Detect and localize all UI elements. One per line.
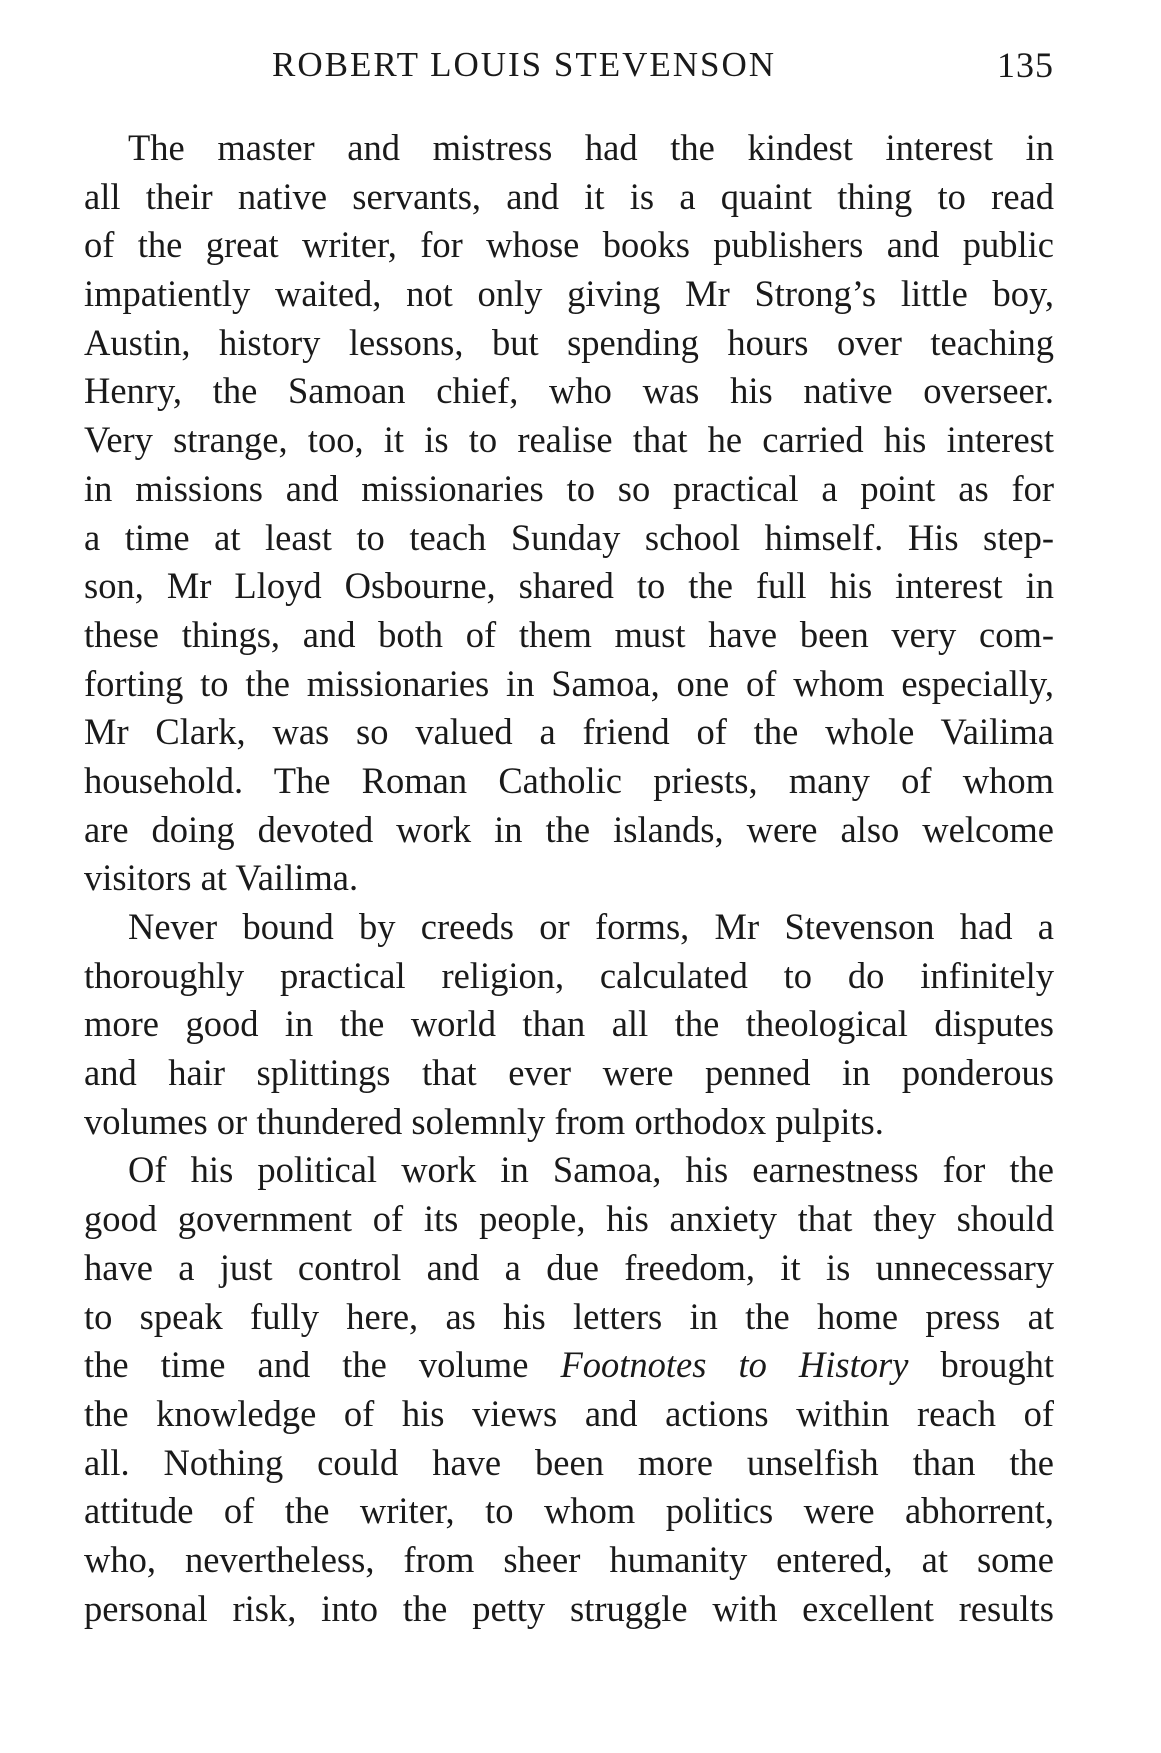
text-line: forting to the missionaries in Samoa, one of whom especially, [84, 662, 1054, 704]
text-line: Of his political work in Samoa, his earnestness for the [128, 1149, 1054, 1191]
text-line: and hair splittings that ever were penned in ponderous [84, 1052, 1054, 1094]
text-line: to speak fully here, as his letters in the home press at [84, 1295, 1054, 1337]
text-line: have a just control and a due freedom, it is unnecessary [84, 1246, 1054, 1288]
text-line: The master and mistress had the kindest interest in [128, 127, 1054, 168]
text-line: impatiently waited, not only giving Mr Strong’s little boy, [84, 273, 1054, 315]
page-number: 135 [997, 45, 1054, 85]
text-line: more good in the world than all the theological disputes [84, 1003, 1054, 1045]
paragraph-3 [84, 1146, 1054, 1633]
text-line: Henry, the Samoan chief, who was his native overseer. [84, 370, 1054, 412]
text-line: volumes or thundered solemnly from orthodox pulpits. [84, 1100, 884, 1142]
text-line: Austin, history lessons, but spending hours over teaching [84, 321, 1054, 363]
text-line: personal risk, into the petty struggle with excellent results [84, 1587, 1054, 1629]
paragraph-1 [84, 124, 1054, 903]
paragraph-2 [84, 903, 1054, 1146]
text-fragment: brought [940, 1344, 1054, 1386]
text-line: Very strange, too, it is to realise that he carried his interest [84, 419, 1054, 461]
text-line: who, nevertheless, from sheer humanity entered, at some [84, 1538, 1054, 1580]
text-line-with-title [84, 1341, 1054, 1390]
running-title: ROBERT LOUIS STEVENSON [272, 45, 777, 84]
text-fragment: the time and the volume [84, 1344, 529, 1386]
text-line: household. The Roman Catholic priests, many of whom [84, 759, 1054, 801]
text-line: Never bound by creeds or forms, Mr Stevenson had a [128, 906, 1054, 947]
running-head [84, 40, 1054, 90]
text-line: all. Nothing could have been more unselfish than the [84, 1441, 1054, 1483]
text-line: of the great writer, for whose books publishers and public [84, 224, 1054, 266]
text-line: visitors at Vailima. [84, 857, 359, 899]
text-line: Mr Clark, was so valued a friend of the whole Vailima [84, 711, 1054, 753]
text-line: thoroughly practical religion, calculated to do infinitely [84, 954, 1054, 996]
text-line: the knowledge of his views and actions within reach of [84, 1392, 1054, 1434]
text-line: good government of its people, his anxiety that they should [84, 1198, 1054, 1240]
body-text [84, 124, 1054, 1633]
text-line: these things, and both of them must have been very com- [84, 613, 1054, 655]
text-line: son, Mr Lloyd Osbourne, shared to the full his interest in [84, 565, 1054, 607]
text-line: attitude of the writer, to whom politics were abhorrent, [84, 1490, 1054, 1532]
text-line: are doing devoted work in the islands, were also welcome [84, 808, 1054, 850]
text-line: in missions and missionaries to so practical a point as for [84, 467, 1054, 509]
text-line: all their native servants, and it is a quaint thing to read [84, 175, 1054, 217]
text-line: a time at least to teach Sunday school himself. His step- [84, 516, 1054, 558]
book-title: Footnotes to History [560, 1344, 909, 1386]
